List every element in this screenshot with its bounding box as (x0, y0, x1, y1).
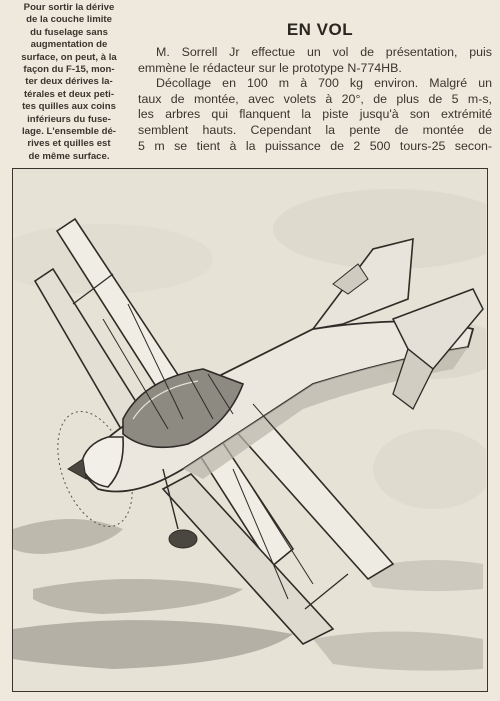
body-line: 5 m se tient à la puissance de 2 500 tours-25 secon- (138, 138, 492, 153)
caption-line: tes quilles aux coins (22, 101, 116, 113)
caption-line: du fuselage sans (30, 26, 108, 38)
caption-line: façon du F-15, mon- (23, 64, 115, 76)
caption-line: de même surface. (28, 150, 110, 162)
article-heading: EN VOL (286, 20, 354, 39)
caption-line: rives et quilles est (27, 138, 111, 150)
sky-wash (373, 429, 486, 509)
cloud-wash (13, 620, 293, 669)
caption-line: Pour sortir la dérive (23, 2, 115, 13)
body-line: Décollage en 100 m à 700 kg environ. Malgré un (156, 76, 492, 91)
cloud-wash (313, 632, 483, 671)
article-body (138, 45, 492, 154)
biplane-illustration (12, 168, 488, 692)
caption-line: lage. L'ensemble dé- (22, 126, 116, 138)
landing-gear-wheel (169, 530, 197, 548)
caption-line: ter deux dérives la- (25, 76, 113, 88)
body-line: emmène le rédacteur sur le prototype N-774HB. (138, 60, 402, 75)
caption-line: térales et deux peti- (23, 88, 115, 100)
sidebar-caption (10, 2, 128, 163)
cloud-wash (33, 579, 243, 614)
cloud-wash (13, 519, 123, 554)
caption-line: de la couche limite (26, 14, 112, 26)
propeller-spinner (68, 459, 86, 479)
body-line: les arbres qui flanquent la piste jusqu'à son extrémité (138, 107, 492, 122)
body-line: M. Sorrell Jr effectue un vol de présentation, puis (156, 45, 492, 59)
caption-line: surface, on peut, à la (21, 51, 117, 63)
biplane-drawing (13, 169, 486, 690)
caption-line: inférieurs du fuse- (27, 113, 111, 125)
body-line: taux de montée, avec volets à 20°, de plus de 5 m-s, (138, 91, 492, 106)
caption-line: augmentation de (30, 39, 108, 51)
body-line: semblent hauts. Cependant la pente de montée de (138, 122, 492, 137)
interplane-strut (305, 574, 348, 609)
